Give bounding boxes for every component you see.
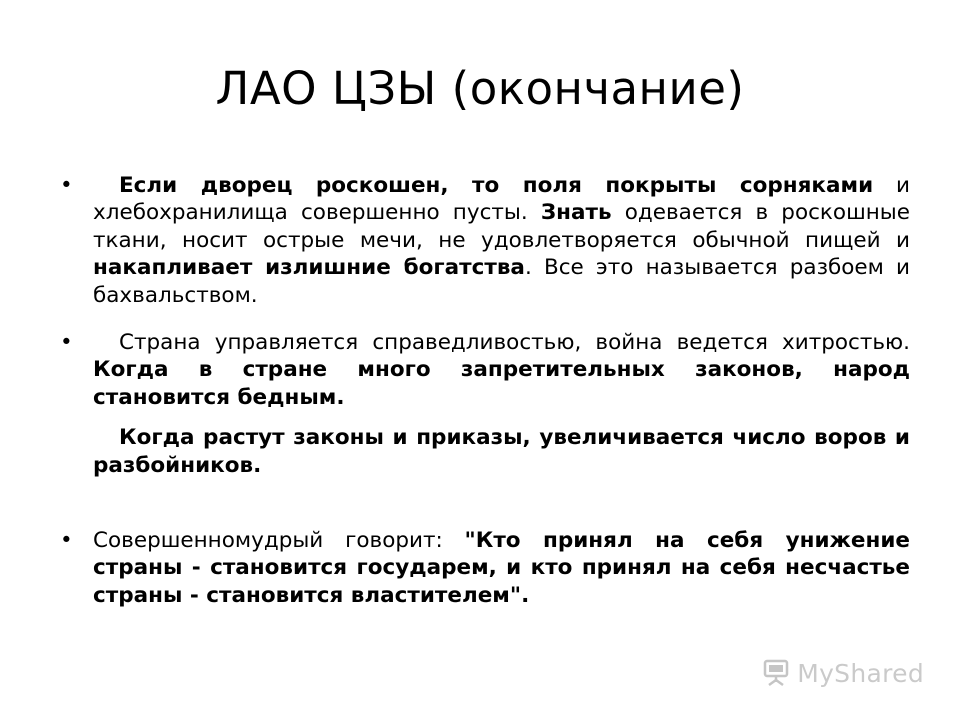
myshared-watermark [761,658,924,688]
bullet-1-text [93,172,910,309]
bullet-2-text [93,329,910,411]
slide-title: ЛАО ЦЗЫ (окончание) [215,62,745,115]
bullet-1-segment-2: и хлебохранилища совершенно пусты. [93,173,910,226]
bullet-1-segment-3: Знать [540,200,612,226]
bullet-marker: • [60,528,73,554]
bullet-2-continuation-text: Когда растут законы и приказы, увеличивается число воров и разбойников. [93,425,910,478]
bullet-3-segment-1: Совершенномудрый говорит: [93,528,465,554]
bullet-marker: • [60,330,73,356]
bullet-item-2 [60,329,910,479]
bullet-1-segment-4: одевается в роскошные ткани, носит острые мечи, не удовлетворяется обычной пищей и [93,200,910,253]
bullet-2-segment-1: Страна управляется справедливостью, война ведется хитростью. [119,330,910,356]
projector-board-icon [761,658,791,688]
bullet-3-segment-2: "Кто принял на себя унижение страны - становится государем, и кто принял на себя несчастье страны - становится властителем". [93,528,910,608]
bullet-2-segment-2: Когда в стране много запретительных законов, народ становится бедным. [93,357,910,410]
bullet-item-1 [60,172,910,309]
bullet-1-segment-6: . Все это называется разбоем и бахвальством. [93,255,910,308]
bullet-2-continuation [93,424,910,479]
bullet-3-text [93,527,910,609]
bullet-marker: • [60,173,73,198]
slide-content [60,172,910,609]
bullet-1-segment-5: накапливает излишние богатства [93,255,525,281]
bullet-1-segment-1: Если дворец роскошен, то поля покрыты сорняками [119,173,874,198]
bullet-item-3 [60,527,910,609]
watermark-text: MyShared [797,658,924,688]
